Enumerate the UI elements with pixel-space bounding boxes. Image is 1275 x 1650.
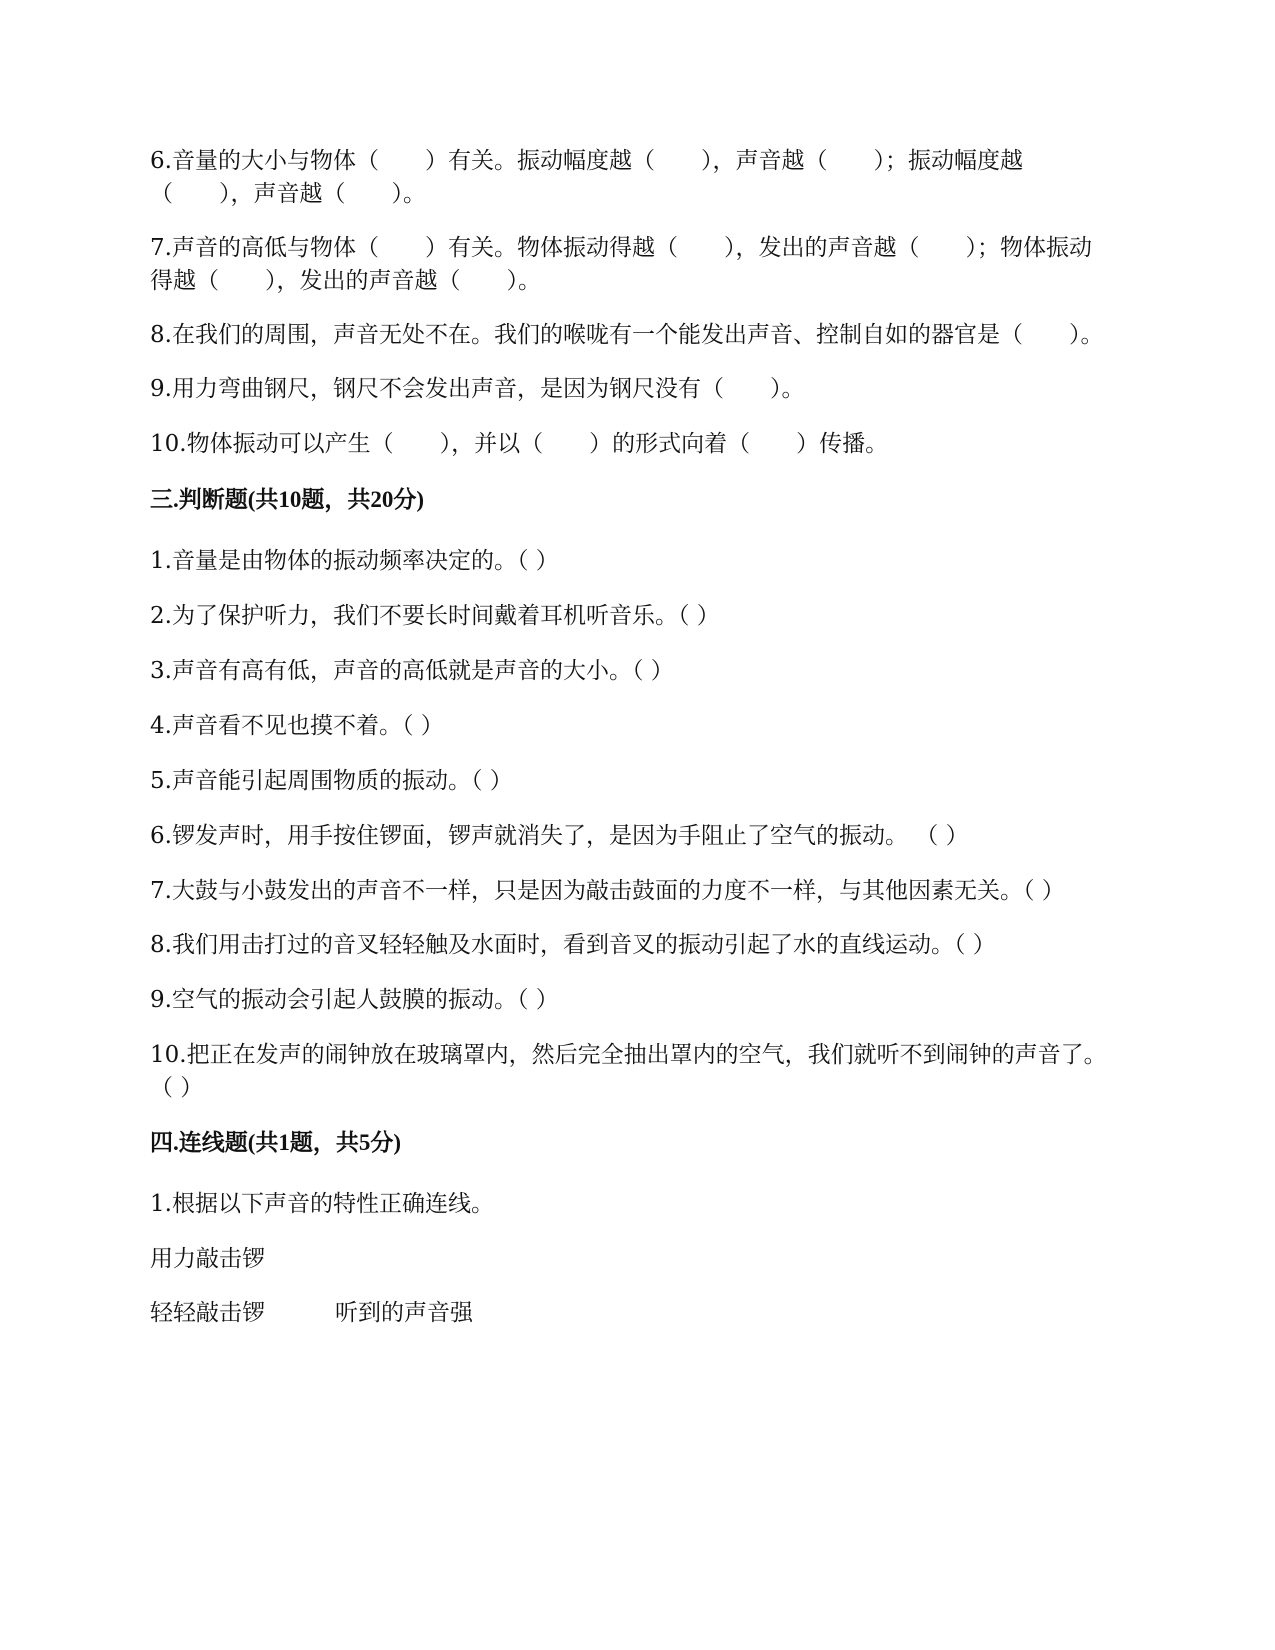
true-false-item-4: 4.声音看不见也摸不着。（ ） <box>150 713 444 739</box>
true-false-section <box>150 545 1110 1105</box>
true-false-item-10: 10.把正在发声的闹钟放在玻璃罩内，然后完全抽出罩内的空气，我们就听不到闹钟的声音了。（ ） <box>150 1042 1107 1101</box>
matching-left-item-1: 用力敲击锣 <box>150 1246 265 1272</box>
true-false-item-3: 3.声音有高有低，声音的高低就是声音的大小。（ ） <box>150 658 674 684</box>
fill-blank-item-7: 7.声音的高低与物体（ ）有关。物体振动得越（ ），发出的声音越（ ）；物体振动得越（ ），发出的声音越（ ）。 <box>150 235 1092 294</box>
fill-blank-section <box>150 145 1110 461</box>
matching-right-item-2: 听到的声音强 <box>335 1300 473 1326</box>
matching-question: 1.根据以下声音的特性正确连线。 <box>150 1191 494 1217</box>
true-false-item-1: 1.音量是由物体的振动频率决定的。（ ） <box>150 548 559 574</box>
exam-page <box>150 145 1110 1351</box>
fill-blank-item-9: 9.用力弯曲钢尺，钢尺不会发出声音，是因为钢尺没有（ ）。 <box>150 376 805 402</box>
matching-section-title: 四.连线题(共1题，共5分) <box>150 1130 402 1155</box>
fill-blank-item-8: 8.在我们的周围，声音无处不在。我们的喉咙有一个能发出声音、控制自如的器官是（ ）。 <box>150 322 1104 348</box>
true-false-item-7: 7.大鼓与小鼓发出的声音不一样，只是因为敲击鼓面的力度不一样，与其他因素无关。（ ） <box>150 878 1065 904</box>
true-false-item-6: 6.锣发声时，用手按住锣面，锣声就消失了，是因为手阻止了空气的振动。 （ ） <box>150 823 969 849</box>
matching-left-item-2: 轻轻敲击锣 <box>150 1300 265 1326</box>
true-false-item-5: 5.声音能引起周围物质的振动。（ ） <box>150 768 513 794</box>
true-false-section-title: 三.判断题(共10题，共20分) <box>150 487 425 512</box>
matching-row-2 <box>150 1297 1110 1330</box>
true-false-item-2: 2.为了保护听力，我们不要长时间戴着耳机听音乐。（ ） <box>150 603 720 629</box>
true-false-item-8: 8.我们用击打过的音叉轻轻触及水面时，看到音叉的振动引起了水的直线运动。（ ） <box>150 932 996 958</box>
matching-row-1 <box>150 1243 1110 1276</box>
true-false-item-9: 9.空气的振动会引起人鼓膜的振动。（ ） <box>150 987 559 1013</box>
matching-section <box>150 1188 1110 1330</box>
fill-blank-item-10: 10.物体振动可以产生（ ），并以（ ）的形式向着（ ）传播。 <box>150 431 889 457</box>
fill-blank-item-6: 6.音量的大小与物体（ ）有关。振动幅度越（ ），声音越（ ）；振动幅度越（ ），声音越（ ）。 <box>150 148 1023 207</box>
